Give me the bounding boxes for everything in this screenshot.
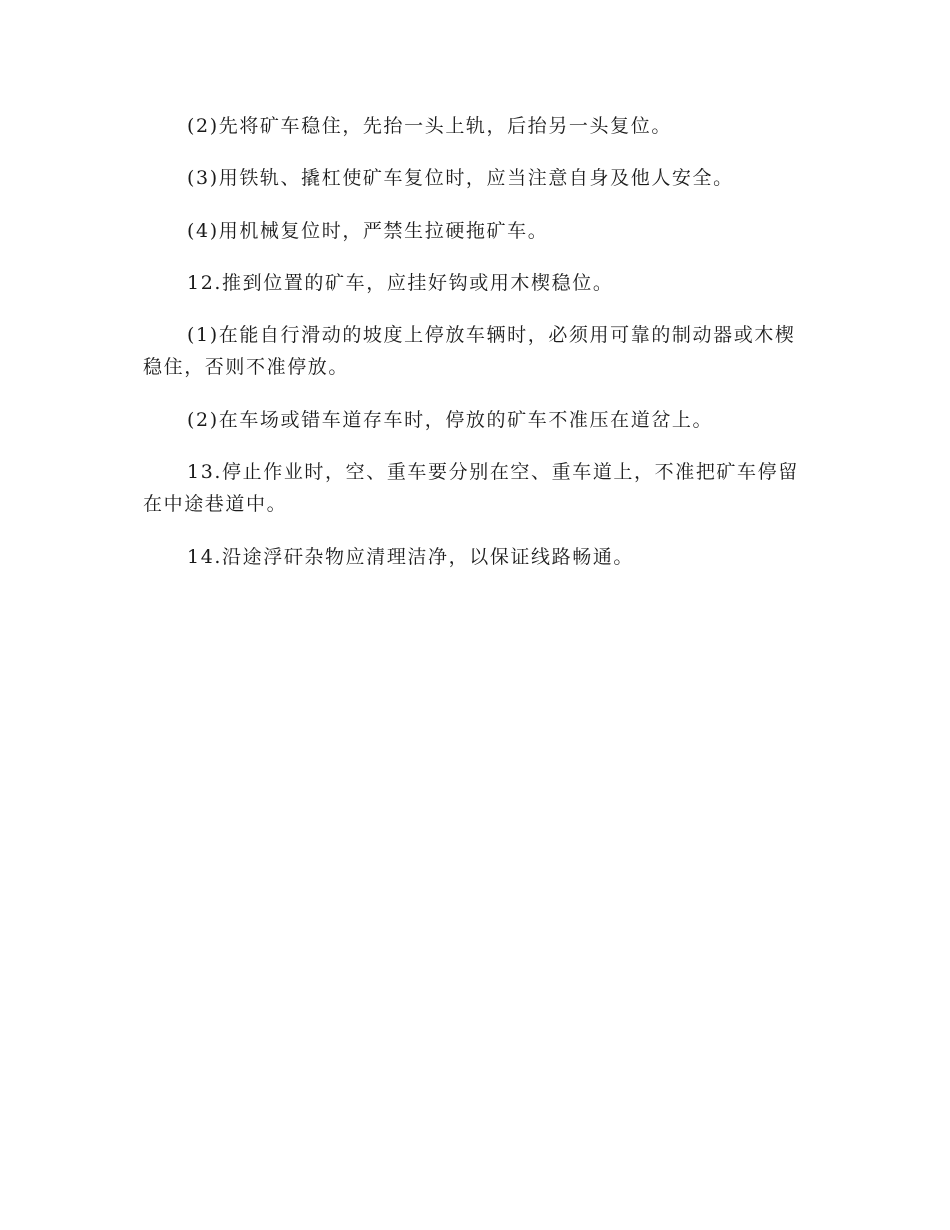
paragraph: (1)在能自行滑动的坡度上停放车辆时，必须用可靠的制动器或木楔稳住，否则不准停放。 [143, 324, 796, 378]
paragraph: (2)在车场或错车道存车时，停放的矿车不准压在道岔上。 [187, 409, 714, 431]
document-body [143, 110, 808, 573]
paragraph: 14.沿途浮矸杂物应清理洁净，以保证线路畅通。 [187, 546, 635, 568]
paragraph: 12.推到位置的矿车，应挂好钩或用木楔稳位。 [187, 272, 614, 294]
paragraph: 13.停止作业时，空、重车要分别在空、重车道上，不准把矿车停留在中途巷道中。 [143, 461, 799, 515]
paragraph: (2)先将矿车稳住，先抬一头上轨，后抬另一头复位。 [187, 115, 672, 137]
paragraph: (3)用铁轨、撬杠使矿车复位时，应当注意自身及他人安全。 [187, 167, 734, 189]
paragraph: (4)用机械复位时，严禁生拉硬拖矿车。 [187, 220, 549, 242]
